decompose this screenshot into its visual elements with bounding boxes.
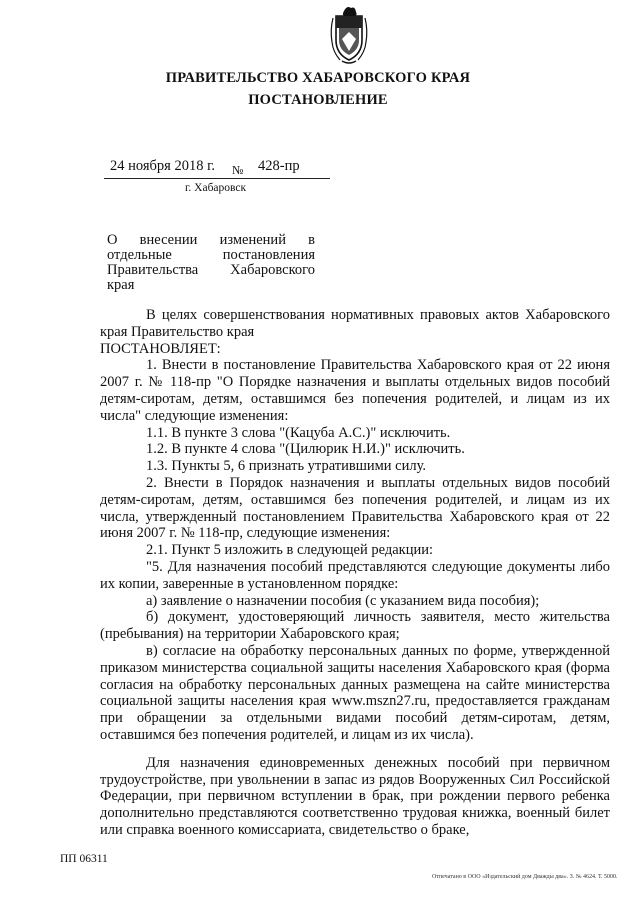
issue-city: г. Хабаровск bbox=[185, 182, 247, 194]
body-paragraph: 1.2. В пункте 4 слова "(Цилюрик Н.И.)" исключить. bbox=[146, 441, 465, 458]
decree-date: 24 ноября 2018 г. bbox=[110, 158, 216, 174]
decree-subject: О внесении изменений в отдельные постановления Правительства Хабаровского края bbox=[107, 232, 315, 293]
body-paragraph: 2. Внести в Порядок назначения и выплаты отдельных видов пособий детям-сиротам, детям, оставшимся без попечения родителей, и лицам из их числа, утвержденный постановлением Правительства Хабаровского края от 22 июня 2007 г. № 118-пр, следующие изменения: bbox=[100, 474, 610, 542]
number-sign: № bbox=[232, 163, 244, 177]
body-paragraph: 1.1. В пункте 3 слова "(Кацуба А.С.)" исключить. bbox=[146, 424, 451, 441]
government-title: ПРАВИТЕЛЬСТВО ХАБАРОВСКОГО КРАЯ bbox=[165, 70, 471, 86]
decree-body bbox=[100, 307, 610, 839]
printer-imprint: Отпечатано в ООО «Издательский дом Дважды два». З. № 4624. Т. 5000. bbox=[432, 874, 618, 880]
body-paragraph: а) заявление о назначении пособия (с указанием вида пособия); bbox=[146, 592, 540, 609]
body-paragraph: Для назначения единовременных денежных пособий при первичном трудоустройстве, при увольнении в запас из рядов Вооруженных Сил Российской Федерации, при первичном вступлении в брак, при рождении первого ребенка дополнительно представляются соответственно трудовая книжка, военный билет или справка военного комиссариата, свидетельство о браке, bbox=[100, 754, 610, 838]
date-underline bbox=[104, 178, 330, 179]
body-paragraph: 1. Внести в постановление Правительства Хабаровского края от 22 июня 2007 г. № 118-пр "О Порядке назначения и выплаты отдельных видов пособий детям-сиротам, детям, оставшимся без попечения родителей, и лицам из их числа" следующие изменения: bbox=[100, 357, 610, 424]
body-paragraph: В целях совершенствования нормативных правовых актов Хабаровского края Правительство края bbox=[100, 307, 610, 340]
body-paragraph: в) согласие на обработку персональных данных по форме, утвержденной приказом министерства социальной защиты населения Хабаровского края (форма согласия на обработку персональных данных размещена на сайте министерства социальной защиты населения края www.mszn27.ru, предоставляется гражданам при обращении за отдельными видами пособий детям-сиротам, детям, оставшимся без попечения родителей, и лицам из их числа). bbox=[100, 642, 610, 743]
body-paragraph: б) документ, удостоверяющий личность заявителя, место жительства (пребывания) на территории Хабаровского края; bbox=[100, 609, 610, 643]
document-id: ПП 06311 bbox=[60, 853, 108, 865]
coat-of-arms-icon bbox=[327, 4, 371, 66]
body-paragraph: 1.3. Пункты 5, 6 признать утратившими силу. bbox=[146, 458, 427, 475]
document-type: ПОСТАНОВЛЕНИЕ bbox=[248, 92, 388, 108]
body-paragraph: "5. Для назначения пособий представляются следующие документы либо их копии, заверенные в установленном порядке: bbox=[100, 558, 610, 592]
decree-number: 428-пр bbox=[258, 158, 300, 174]
body-paragraph: 2.1. Пункт 5 изложить в следующей редакции: bbox=[146, 542, 434, 559]
body-paragraph: ПОСТАНОВЛЯЕТ: bbox=[100, 340, 221, 357]
